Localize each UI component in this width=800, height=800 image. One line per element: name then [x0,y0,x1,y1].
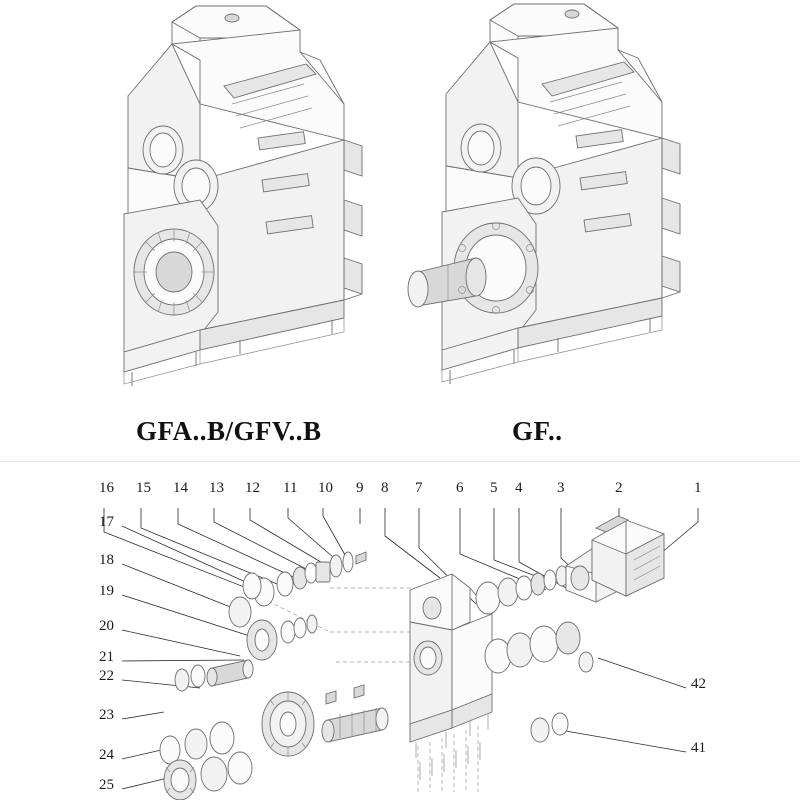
callout-4: 4 [515,480,523,496]
leader-lines-right [560,658,686,752]
callout-14: 14 [173,480,188,496]
callout-10: 10 [318,480,333,496]
callout-18: 18 [99,552,114,568]
callout-11: 11 [283,480,298,496]
callout-15: 15 [136,480,151,496]
callout-12: 12 [245,480,260,496]
callout-7: 7 [415,480,423,496]
gearbox-left [124,6,362,386]
callout-8: 8 [381,480,389,496]
callout-23: 23 [99,707,114,723]
callout-41: 41 [691,740,706,756]
exploded-view [0,462,800,800]
exploded-view-svg [0,462,800,800]
callout-16: 16 [99,480,114,496]
callout-20: 20 [99,618,114,634]
exploded-components [160,516,664,800]
callout-1: 1 [694,480,702,496]
callout-17: 17 [99,514,114,530]
callout-42: 42 [691,676,706,692]
gearbox-right [408,4,680,384]
callout-6: 6 [456,480,464,496]
callout-24: 24 [99,747,114,763]
callout-21: 21 [99,649,114,665]
callout-22: 22 [99,668,114,684]
callout-5: 5 [490,480,498,496]
callout-19: 19 [99,583,114,599]
callout-13: 13 [209,480,224,496]
callout-25: 25 [99,777,114,793]
callout-2: 2 [615,480,623,496]
callout-3: 3 [557,480,565,496]
caption-gearbox-right: GF.. [512,416,563,446]
caption-gearbox-left: GFA..B/GFV..B [136,416,322,446]
callout-9: 9 [356,480,364,496]
